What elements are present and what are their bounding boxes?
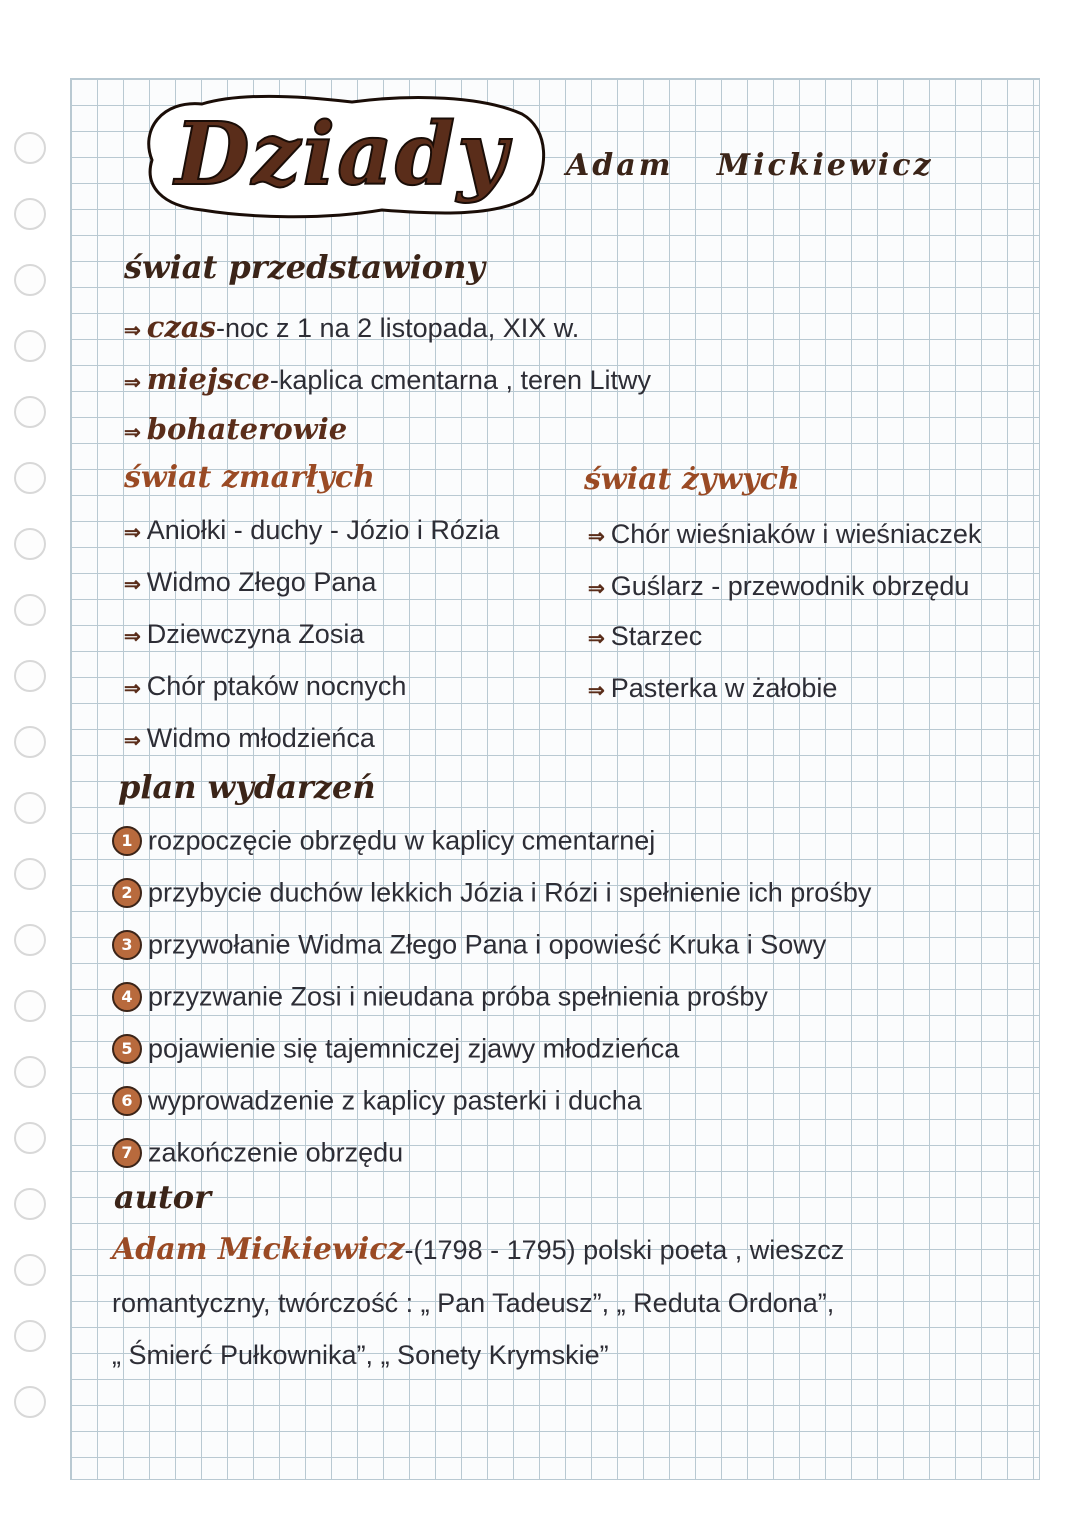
arrow-icon: ⇒ [588, 628, 605, 650]
binder-hole [14, 462, 46, 494]
event-item [112, 1136, 403, 1168]
event-text: przywołanie Widma Złego Pana i opowieść Kruka i Sowy [148, 929, 827, 960]
event-item [112, 876, 871, 908]
arrow-icon: ⇒ [588, 578, 605, 600]
living-item-text: Guślarz - przewodnik obrzędu [610, 571, 970, 601]
arrow-icon: ⇒ [124, 372, 141, 394]
arrow-icon: ⇒ [124, 422, 141, 444]
binder-hole [14, 1320, 46, 1352]
binder-hole [14, 1386, 46, 1418]
arrow-icon: ⇒ [588, 526, 605, 548]
event-text: przyzwanie Zosi i nieudana próba spełnienia prośby [148, 981, 768, 1012]
event-number: 3 [112, 930, 142, 960]
arrow-icon: ⇒ [124, 522, 141, 544]
author-line [112, 1232, 844, 1267]
event-number: 1 [112, 826, 142, 856]
living-item-text: Pasterka w żałobie [610, 673, 838, 703]
living-item [588, 519, 981, 550]
time-text: -noc z 1 na 2 listopada, XIX w. [216, 313, 580, 343]
dead-world-heading: świat zmarłych [124, 460, 375, 495]
characters-line [124, 412, 347, 446]
arrow-icon: ⇒ [124, 574, 141, 596]
binder-hole [14, 1254, 46, 1286]
binder-hole [14, 264, 46, 296]
binder-hole [14, 1122, 46, 1154]
event-text: przybycie duchów lekkich Józia i Rózi i spełnienie ich prośby [148, 877, 872, 908]
title-badge [132, 90, 552, 222]
place-text: -kaplica cmentarna , teren Litwy [269, 365, 652, 395]
binder-hole [14, 1188, 46, 1220]
living-item [588, 673, 837, 704]
event-item [112, 824, 655, 856]
author-line: romantyczny, twórczość : „ Pan Tadeusz”, „ Reduta Ordona”, [112, 1288, 835, 1318]
event-item [112, 928, 826, 960]
living-item [588, 571, 969, 602]
dead-item-text: Aniołki - duchy - Józio i Rózia [146, 515, 500, 545]
living-item [588, 621, 702, 652]
author-heading: autor [114, 1178, 211, 1216]
dead-item [124, 723, 375, 754]
dead-item [124, 671, 406, 702]
binder-hole [14, 594, 46, 626]
event-number: 4 [112, 982, 142, 1012]
dead-item [124, 567, 376, 598]
event-text: pojawienie się tajemniczej zjawy młodzieńca [148, 1033, 680, 1064]
arrow-icon: ⇒ [588, 680, 605, 702]
binder-hole [14, 990, 46, 1022]
binder-hole [14, 858, 46, 890]
event-item [112, 1084, 642, 1116]
dead-item-text: Widmo młodzieńca [146, 723, 375, 753]
event-number: 7 [112, 1138, 142, 1168]
event-number: 2 [112, 878, 142, 908]
place-line [124, 362, 651, 396]
event-number: 6 [112, 1086, 142, 1116]
place-label: miejsce [146, 362, 270, 396]
characters-label: bohaterowie [146, 412, 348, 446]
living-item-text: Starzec [610, 621, 703, 651]
event-text: zakończenie obrzędu [148, 1137, 404, 1168]
time-line [124, 310, 579, 344]
dead-item [124, 619, 364, 650]
plan-heading: plan wydarzeń [118, 768, 376, 806]
dead-item-text: Widmo Złego Pana [146, 567, 377, 597]
event-item [112, 1032, 679, 1064]
title-author: Adam Mickiewicz [566, 148, 934, 183]
dead-item-text: Dziewczyna Zosia [146, 619, 365, 649]
arrow-icon: ⇒ [124, 626, 141, 648]
event-text: wyprowadzenie z kaplicy pasterki i ducha [148, 1085, 642, 1116]
binder-hole [14, 792, 46, 824]
living-item-text: Chór wieśniaków i wieśniaczek [610, 519, 982, 549]
binder-hole [14, 132, 46, 164]
binder-hole [14, 396, 46, 428]
binder-hole [14, 528, 46, 560]
dead-item-text: Chór ptaków nocnych [146, 671, 407, 701]
arrow-icon: ⇒ [124, 678, 141, 700]
binder-hole [14, 198, 46, 230]
event-text: rozpoczęcie obrzędu w kaplicy cmentarnej [148, 825, 656, 856]
binder-hole [14, 726, 46, 758]
binder-hole [14, 1056, 46, 1088]
living-world-heading: świat żywych [584, 462, 800, 497]
author-name: Adam Mickiewicz [112, 1232, 405, 1267]
event-number: 5 [112, 1034, 142, 1064]
event-item [112, 980, 768, 1012]
author-line1-text: -(1798 - 1795) polski poeta , wieszcz [404, 1235, 845, 1265]
page-title: Dziady [175, 104, 509, 205]
binder-holes [0, 0, 60, 1526]
author-line: „ Śmierć Pułkownika”, „ Sonety Krymskie” [112, 1340, 609, 1370]
arrow-icon: ⇒ [124, 730, 141, 752]
binder-hole [14, 330, 46, 362]
dead-item [124, 515, 499, 546]
world-heading: świat przedstawiony [124, 248, 485, 286]
binder-hole [14, 924, 46, 956]
time-label: czas [146, 310, 217, 344]
arrow-icon: ⇒ [124, 320, 141, 342]
binder-hole [14, 660, 46, 692]
